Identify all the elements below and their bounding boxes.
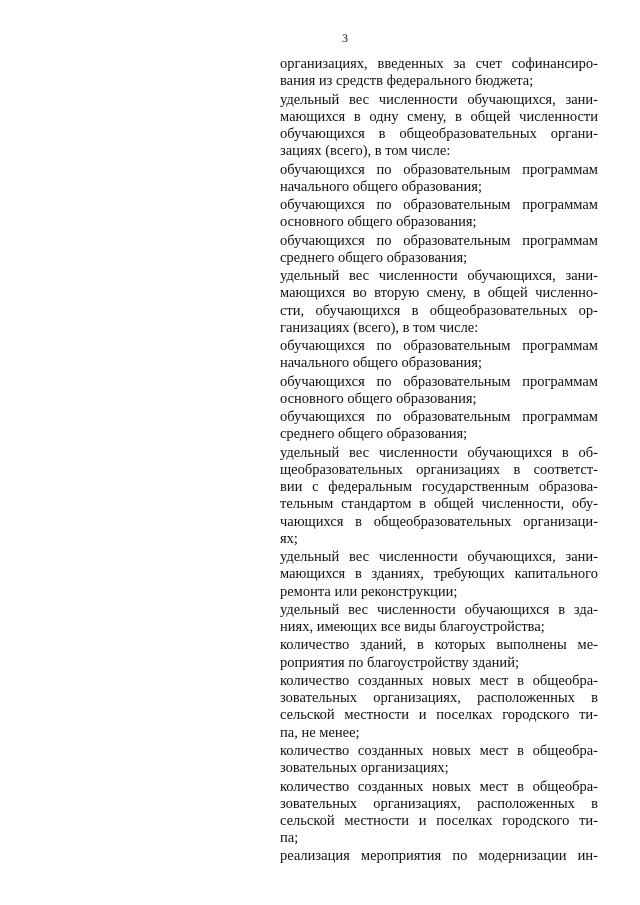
text-line: мающихся во вторую смену, в общей численно-	[280, 285, 598, 302]
text-line: реализация мероприятия по модернизации ин-	[280, 848, 598, 865]
paragraph	[280, 637, 598, 671]
text-line: обучающихся по образовательным программам	[280, 197, 598, 214]
paragraph	[280, 92, 598, 161]
text-line: среднего общего образования;	[280, 426, 468, 443]
paragraph	[280, 374, 598, 408]
paragraph	[280, 602, 598, 636]
text-line: чающихся в общеобразовательных организаци-	[280, 513, 598, 530]
text-line: сти, обучающихся в общеобразовательных ор-	[280, 302, 598, 319]
text-line: обучающихся по образовательным программам	[280, 409, 598, 426]
paragraph	[280, 673, 598, 742]
text-line: ремонта или реконструкции;	[280, 583, 458, 600]
text-line: сельской местности и поселках городского ти-	[280, 812, 598, 829]
text-line: удельный вес численности обучающихся в зда-	[280, 601, 598, 618]
document-body	[280, 56, 598, 867]
text-line: ниях, имеющих все виды благоустройства;	[280, 619, 545, 636]
text-line: ганизациях (всего), в том числе:	[280, 319, 479, 336]
text-line: па, не менее;	[280, 724, 360, 741]
text-line: организациях, введенных за счет софинансиро-	[280, 56, 598, 72]
text-line: обучающихся по образовательным программам	[280, 232, 598, 249]
text-line: количество созданных новых мест в общеобра-	[280, 778, 598, 795]
paragraph	[280, 233, 598, 267]
text-line: мающихся в зданиях, требующих капитального	[280, 566, 598, 583]
paragraph	[280, 743, 598, 777]
text-line: обучающихся по образовательным программам	[280, 338, 598, 355]
paragraph	[280, 445, 598, 548]
text-line: удельный вес численности обучающихся в об-	[280, 444, 598, 461]
text-line: па;	[280, 830, 299, 847]
text-line: роприятия по благоустройству зданий;	[280, 654, 519, 671]
text-line: щеобразовательных организациях в соответст-	[280, 462, 598, 478]
paragraph	[280, 268, 598, 337]
text-line: среднего общего образования;	[280, 249, 468, 266]
text-line: мающихся в одну смену, в общей численности	[280, 108, 598, 125]
text-line: количество зданий, в которых выполнены ме-	[280, 637, 598, 654]
paragraph	[280, 56, 598, 90]
page-number: 3	[342, 31, 348, 45]
text-line: зовательных организациях, расположенных в	[280, 795, 598, 812]
text-line: зовательных организациях;	[280, 760, 449, 777]
text-line: зациях (всего), в том числе:	[280, 143, 451, 160]
paragraph	[280, 549, 598, 601]
text-line: удельный вес численности обучающихся, зани-	[280, 268, 598, 285]
text-line: ях;	[280, 530, 298, 547]
text-line: обучающихся по образовательным программам	[280, 373, 598, 390]
text-line: количество созданных новых мест в общеобра-	[280, 673, 598, 689]
paragraph	[280, 197, 598, 231]
text-line: количество созданных новых мест в общеобра-	[280, 742, 598, 759]
text-line: обучающихся по образовательным программам	[280, 161, 598, 178]
text-line: удельный вес численности обучающихся, зани-	[280, 549, 598, 566]
paragraph	[280, 162, 598, 196]
paragraph	[280, 338, 598, 372]
text-line: тельным стандартом в общей численности, обу-	[280, 496, 598, 513]
paragraph	[280, 779, 598, 848]
text-line: вии с федеральным государственным образова-	[280, 479, 598, 496]
text-line: вания из средств федерального бюджета;	[280, 73, 534, 90]
text-line: обучающихся в общеобразовательных органи-	[280, 125, 598, 142]
text-line: сельской местности и поселках городского ти-	[280, 707, 598, 724]
text-line: зовательных организациях, расположенных в	[280, 690, 598, 707]
text-line: основного общего образования;	[280, 390, 477, 407]
text-line: основного общего образования;	[280, 214, 477, 231]
paragraph	[280, 409, 598, 443]
text-line: начального общего образования;	[280, 178, 482, 195]
text-line: начального общего образования;	[280, 355, 482, 372]
paragraph	[280, 848, 598, 865]
text-line: удельный вес численности обучающихся, зани-	[280, 91, 598, 108]
